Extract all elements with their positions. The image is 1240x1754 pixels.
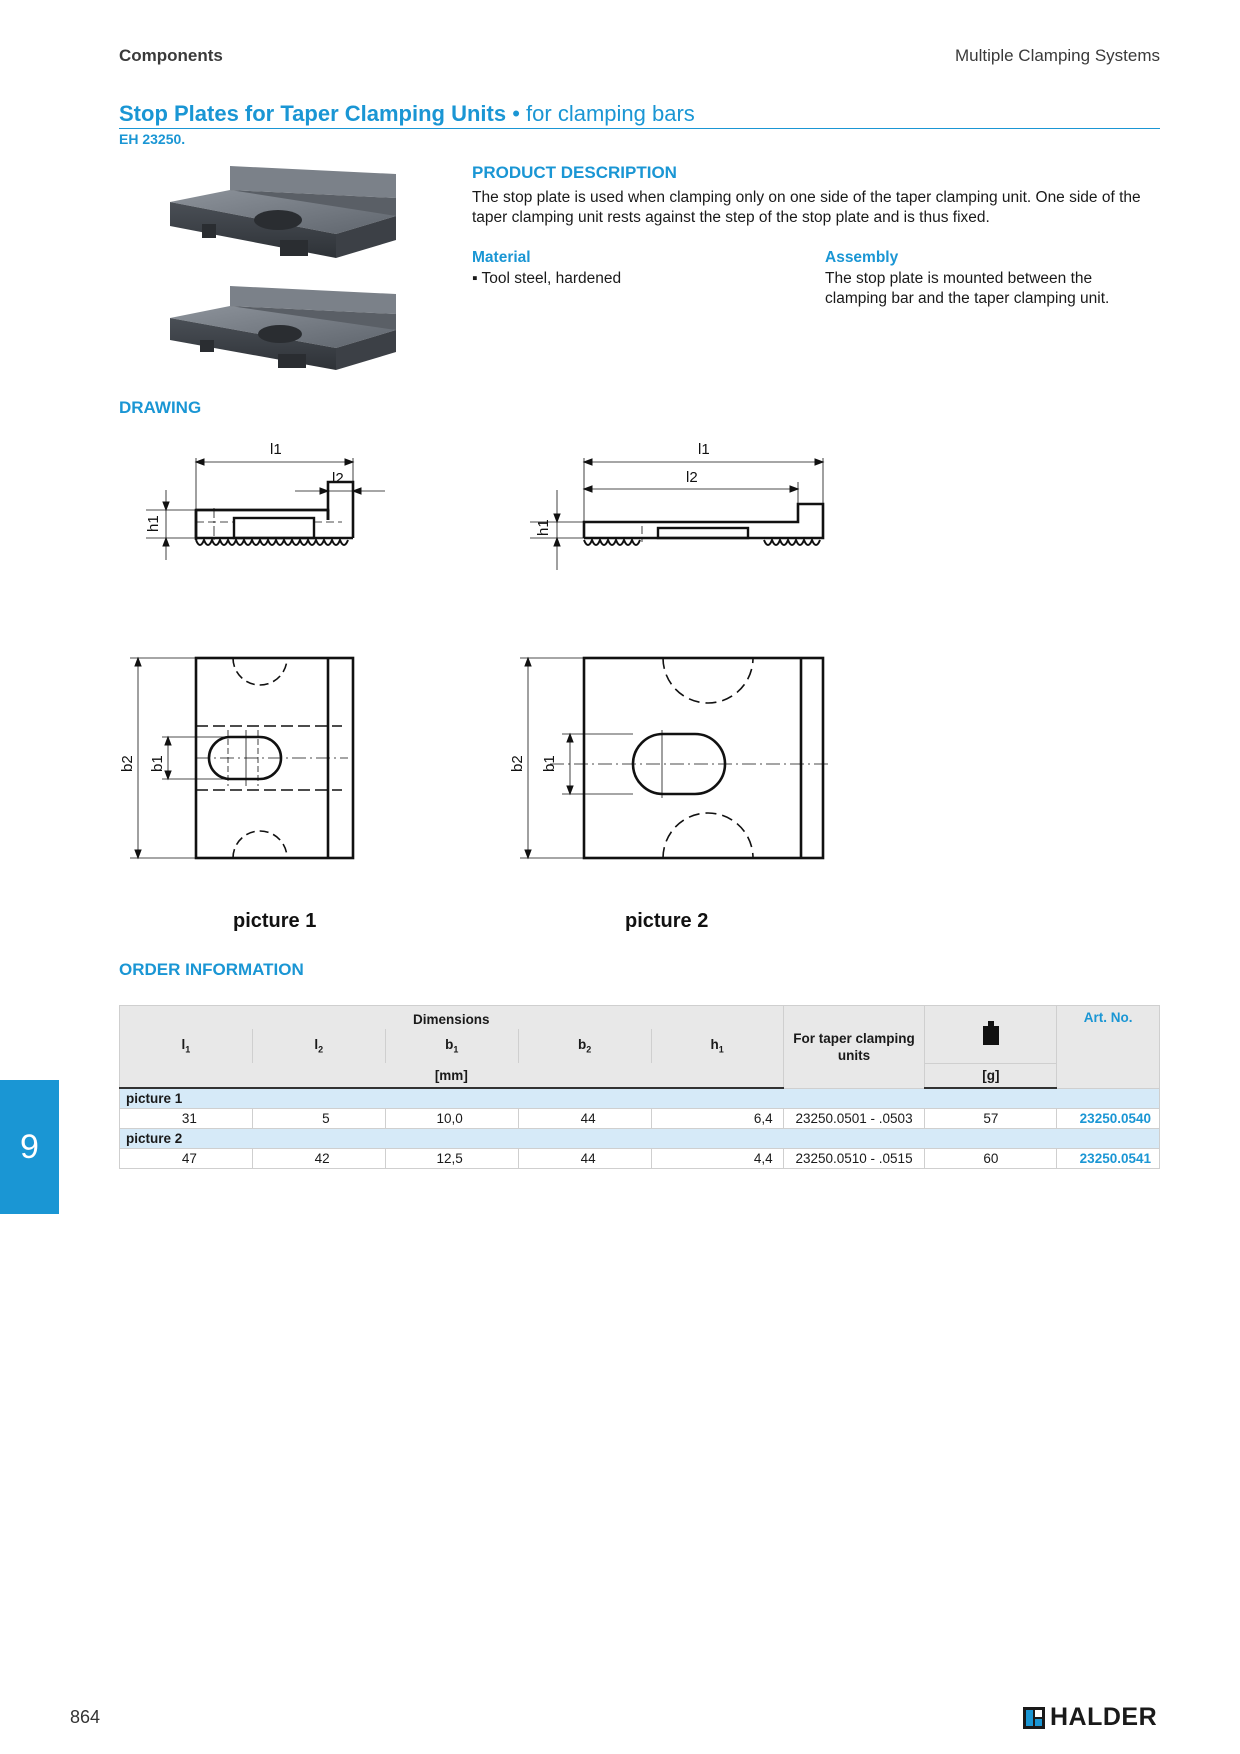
halder-logo-icon xyxy=(1023,1707,1045,1729)
material-value: Tool steel, hardened xyxy=(481,270,622,287)
dim-label-h1-p1: h1 xyxy=(145,515,162,532)
page-number: 864 xyxy=(70,1707,101,1727)
brand-logo xyxy=(1023,1703,1157,1732)
table-row xyxy=(120,1109,1160,1129)
dim-label-b1-p1: b1 xyxy=(149,755,166,772)
dim-label-l2-p1: l2 xyxy=(332,470,344,487)
dim-label-h1-p2: h1 xyxy=(535,519,552,536)
product-photo xyxy=(160,158,410,390)
cell-l1: 47 xyxy=(120,1149,253,1169)
picture1-label: picture 1 xyxy=(233,910,317,932)
dimensions-header: Dimensions xyxy=(120,1006,784,1030)
brand-name: HALDER xyxy=(1050,1703,1158,1731)
title-main: Stop Plates for Taper Clamping Units xyxy=(119,101,507,126)
art-no-header: Art. No. xyxy=(1057,1006,1160,1089)
picture1-side-view xyxy=(146,458,385,560)
group-label: picture 2 xyxy=(120,1129,1160,1149)
cell-weight: 60 xyxy=(925,1149,1057,1169)
cell-b1: 12,5 xyxy=(385,1149,518,1169)
assembly-heading: Assembly xyxy=(825,249,899,266)
col-b1-header: $b_1$ xyxy=(385,1029,518,1063)
group-row xyxy=(120,1088,1160,1109)
stop-plate-photo-2 xyxy=(170,286,396,370)
technical-drawing xyxy=(110,430,870,900)
bullet-icon: ▪ xyxy=(472,270,482,287)
dim-label-b1-p2: b1 xyxy=(541,755,558,772)
product-description-text: The stop plate is used when clamping only on one side of the taper clamping unit. One side of the taper clamping unit rests against the step of the stop plate and is thus fixed. xyxy=(472,189,1141,226)
picture2-label: picture 2 xyxy=(625,910,709,932)
cell-h1: 6,4 xyxy=(651,1109,783,1129)
cell-l2: 42 xyxy=(252,1149,385,1169)
col-l1-header: $l_1$ xyxy=(120,1029,253,1063)
page-title xyxy=(119,101,695,127)
order-information-heading: ORDER INFORMATION xyxy=(119,960,304,979)
group-row xyxy=(120,1129,1160,1149)
title-bullet: • xyxy=(512,101,520,126)
cell-b2: 44 xyxy=(518,1149,651,1169)
header-category: Multiple Clamping Systems xyxy=(954,46,1160,65)
cell-b2: 44 xyxy=(518,1109,651,1129)
col-b2-header: $b_2$ xyxy=(518,1029,651,1063)
dim-label-l1-p1: l1 xyxy=(270,441,282,458)
cell-b1: 10,0 xyxy=(385,1109,518,1129)
header-section: Components xyxy=(119,46,223,65)
cell-art-no[interactable]: 23250.0541 xyxy=(1057,1149,1160,1169)
material-item xyxy=(472,269,621,289)
dim-label-b2-p1: b2 xyxy=(119,755,136,772)
weight-header xyxy=(925,1006,1057,1064)
cell-weight: 57 xyxy=(925,1109,1057,1129)
group-label: picture 1 xyxy=(120,1088,1160,1109)
picture2-side-view xyxy=(530,458,823,570)
col-l2-header: $l_2$ xyxy=(252,1029,385,1063)
picture2-top-view xyxy=(520,658,830,858)
assembly-text: The stop plate is mounted between the clamping bar and the taper clamping unit. xyxy=(825,270,1110,307)
drawing-heading: DRAWING xyxy=(119,398,202,417)
cell-l2: 5 xyxy=(252,1109,385,1129)
cell-l1: 31 xyxy=(120,1109,253,1129)
cell-for: 23250.0510 - .0515 xyxy=(783,1149,925,1169)
weight-icon xyxy=(982,1020,1000,1046)
stop-plate-photo-1 xyxy=(170,166,396,258)
unit-g-header: [g] xyxy=(925,1063,1057,1088)
table-row xyxy=(120,1149,1160,1169)
cell-art-no[interactable]: 23250.0540 xyxy=(1057,1109,1160,1129)
chapter-tab[interactable]: 9 xyxy=(0,1080,59,1214)
dim-label-b2-p2: b2 xyxy=(509,755,526,772)
material-heading: Material xyxy=(472,249,531,266)
cell-h1: 4,4 xyxy=(651,1149,783,1169)
title-sub: for clamping bars xyxy=(526,101,695,126)
product-description-heading: PRODUCT DESCRIPTION xyxy=(472,163,677,182)
dim-label-l2-p2: l2 xyxy=(686,469,698,486)
unit-mm-header: [mm] xyxy=(120,1063,784,1088)
dim-label-l1-p2: l1 xyxy=(698,441,710,458)
col-h1-header: $h_1$ xyxy=(651,1029,783,1063)
order-table xyxy=(119,1005,1160,1169)
title-underline xyxy=(119,128,1160,129)
for-taper-clamping-header: For taper clamping units xyxy=(783,1006,925,1089)
cell-for: 23250.0501 - .0503 xyxy=(783,1109,925,1129)
product-code: EH 23250. xyxy=(119,131,186,147)
